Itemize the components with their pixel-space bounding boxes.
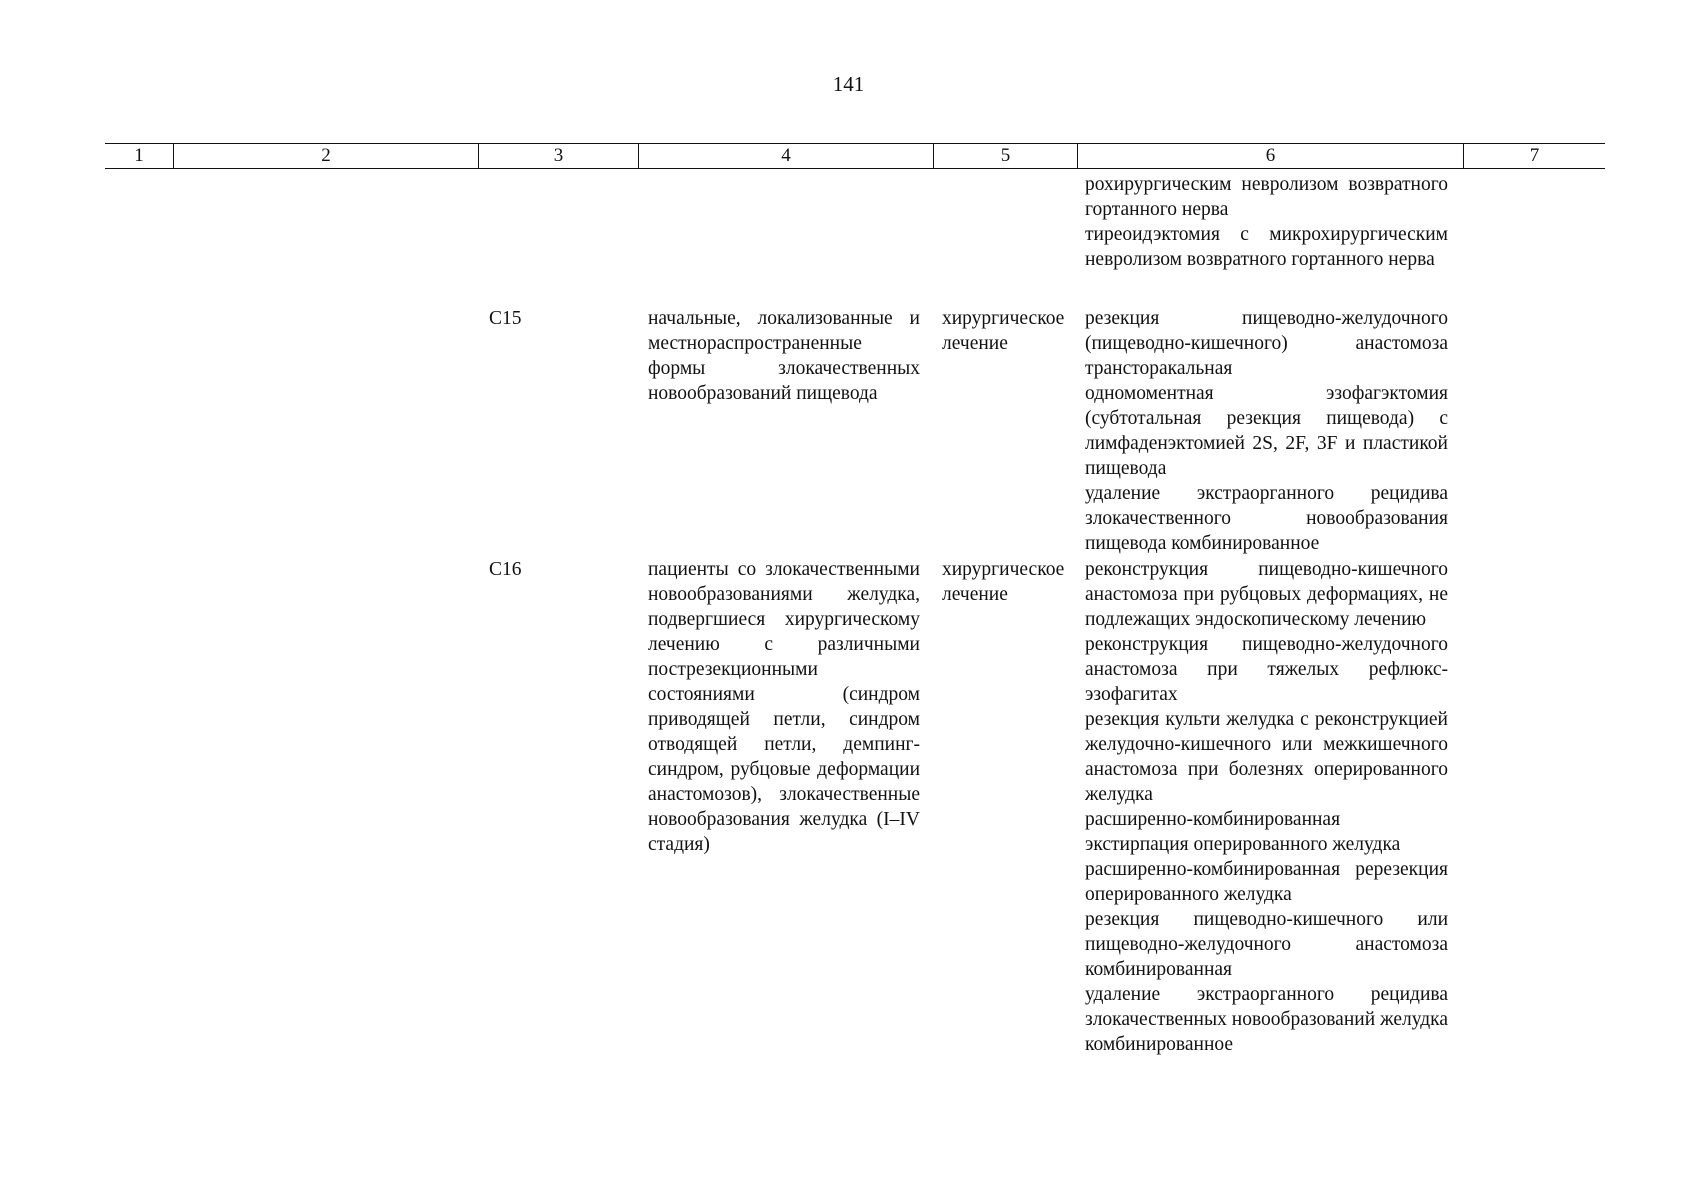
method-item: резекция пищеводно-желудочного (пищеводно-кишечного) анастомоза трансторакальная <box>1085 308 1448 379</box>
continuation-methods <box>1085 172 1448 272</box>
method-item: реконструкция пищеводно-желудочного анастомоза при тяжелых рефлюкс-эзофагитах <box>1085 634 1448 705</box>
table-header-row <box>105 143 1605 169</box>
method-item: реконструкция пищеводно-кишечного анастомоза при рубцовых деформациях, не подлежащих эндоскопическому лечению <box>1085 559 1448 630</box>
method-item: рохирургическим невролизом возвратного гортанного нерва <box>1085 174 1448 220</box>
header-col-4: 4 <box>638 144 933 168</box>
header-col-3: 3 <box>478 144 638 168</box>
header-col-1: 1 <box>134 145 144 166</box>
method-item: удаление экстраорганного рецидива злокачественного новообразования пищевода комбинированное <box>1085 483 1448 554</box>
header-col-7: 7 <box>1463 144 1605 168</box>
condition-description: пациенты со злокачественными новообразованиями желудка, подвергшиеся хирургическому лечению с различными пострезекционными состояниями (синдром приводящей петли, синдром отводящей петли, демпинг-синдром, рубцовые деформации анастомозов), злокачественные новообразования желудка (I–IV стадия) <box>648 559 920 855</box>
treatment-type: хирургическое лечение <box>942 559 1065 605</box>
method-item: расширенно-комбинированная экстирпация оперированного желудка <box>1085 809 1401 855</box>
page-number: 141 <box>832 72 865 96</box>
condition-description: начальные, локализованные и местнораспространенные формы злокачественных новообразований пищевода <box>648 308 920 404</box>
method-item: удаление экстраорганного рецидива злокачественных новообразований желудка комбинированное <box>1085 984 1448 1055</box>
method-item: резекция культи желудка с реконструкцией желудочно-кишечного или межкишечного анастомоза при болезнях оперированного желудка <box>1085 709 1448 805</box>
treatment-type: хирургическое лечение <box>942 308 1065 354</box>
header-col-5: 5 <box>933 144 1077 168</box>
header-col-6: 6 <box>1077 144 1463 168</box>
method-item: одномоментная эзофагэктомия (субтотальная резекция пищевода) с лимфаденэктомией 2S, 2F, 3F и пластикой пищевода <box>1085 383 1448 479</box>
treatment-methods <box>1085 557 1448 1057</box>
method-item: тиреоидэктомия с микрохирургическим невролизом возвратного гортанного нерва <box>1085 224 1448 270</box>
method-item: расширенно-комбинированная ререзекция оперированного желудка <box>1085 859 1448 905</box>
header-col-2: 2 <box>173 144 478 168</box>
treatment-methods <box>1085 306 1448 556</box>
diagnosis-code: C16 <box>489 559 522 580</box>
method-item: резекция пищеводно-кишечного или пищеводно-желудочного анастомоза комбинированная <box>1085 909 1448 980</box>
diagnosis-code: C15 <box>489 308 522 329</box>
